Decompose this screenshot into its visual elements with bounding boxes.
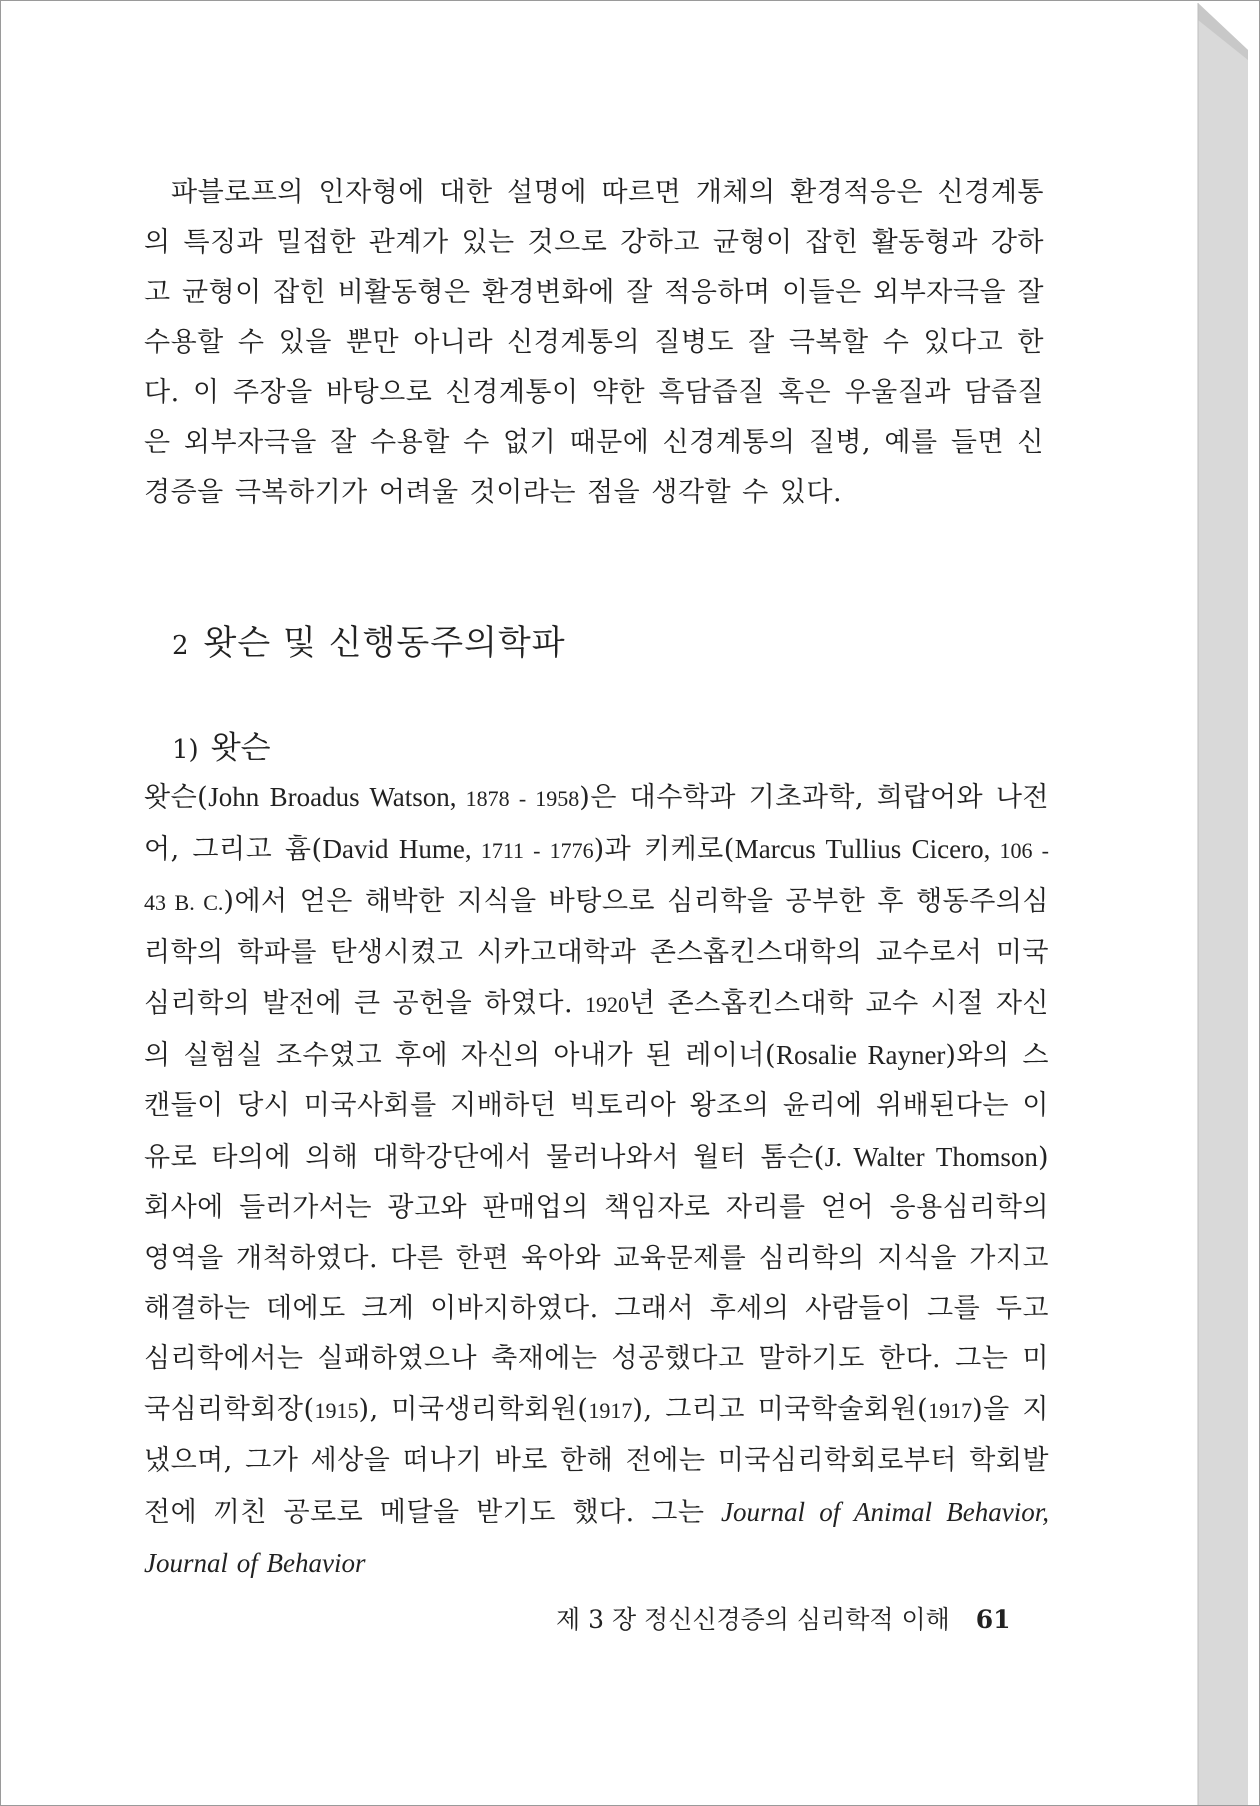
text-run: 1711 - 1776 <box>471 838 594 864</box>
running-footer-chapter: 제 3 장 정신신경증의 심리학적 이해 <box>556 1605 950 1634</box>
sub-heading-title: 왓슨 <box>210 730 271 766</box>
paragraph-watson <box>144 772 1049 1590</box>
text-run: 1917 <box>928 1397 973 1423</box>
paragraph-pavlov-text: 파블로프의 인자형에 대한 설명에 따르면 개체의 환경적응은 신경계통의 특징과 밀접한 관계가 있는 것으로 강하고 균형이 잡힌 활동형과 강하고 균형이 잡힌 비활동형은 환경변화에 잘 적응하며 이들은 외부자극을 잘 수용할 수 있을 뿐만 아니라 신경계통의 질병도 잘 극복할 수 있다고 한다. 이 주장을 바탕으로 신경계통이 약한 흑담즙질 혹은 우울질과 담즙질은 외부자극을 잘 수용할 수 없기 때문에 신경계통의 질병, 예를 들면 신경증을 극복하기가 어려울 것이라는 점을 생각할 수 있다. <box>144 177 1044 508</box>
text-run: ), 그리고 미국학술회원( <box>632 1393 929 1425</box>
paragraph-pavlov <box>144 168 1044 518</box>
page-number: 61 <box>975 1605 1011 1634</box>
text-run: 1915 <box>314 1397 359 1423</box>
text-run: )와의 스캔들이 당시 미국사회를 지배하던 빅토리아 왕조의 윤리에 위배된다는 이유로 타의에 의해 대학강단에서 물러나와서 월터 톰슨( <box>144 1040 1049 1173</box>
text-run: 1917 <box>588 1397 633 1423</box>
text-run: Rosalie Rayner <box>776 1040 946 1071</box>
text-run: J. Walter Thomson <box>824 1141 1038 1172</box>
intro-text-block <box>144 168 1044 518</box>
text-run: ) 회사에 들러가서는 광고와 판매업의 책임자로 자리를 얻어 응용심리학의 영역을 개척하였다. 다른 한편 육아와 교육문제를 심리학의 지식을 가지고 해결하는 데에도 크게 이바지하였다. 그래서 후세의 사람들이 그를 두고 심리학에서는 실패하였으나 축재에는 성공했다고 말하기도 한다. 그는 미국심리학회장( <box>144 1141 1049 1425</box>
section-title: 왓슨 및 신행동주의학파 <box>203 623 566 663</box>
section-number: 2 <box>172 631 190 661</box>
text-run: )을 지냈으며, 그가 세상을 떠나기 바로 한해 전에는 미국심리학회로부터 학회발전에 끼친 공로로 메달을 받기도 했다. 그는 <box>144 1393 1049 1528</box>
watson-text-block <box>144 772 1049 1590</box>
text-run: 년 존스홉킨스대학 교수 시절 자신의 실험실 조수였고 후에 자신의 아내가 된 레이너( <box>144 987 1049 1072</box>
text-run: David Hume, <box>322 834 472 865</box>
text-run: 왓슨( <box>144 782 209 813</box>
sub-heading <box>172 726 271 772</box>
text-run: )은 대수학과 기초과학, 희랍어와 나전어, 그리고 흄( <box>144 782 1049 866</box>
text-run: )과 키케로( <box>593 834 735 866</box>
text-run: 1878 - 1958 <box>456 786 580 811</box>
sub-heading-number: 1) <box>172 735 199 765</box>
page-footer <box>556 1602 1011 1638</box>
text-run: ), 미국생리학회원( <box>358 1393 589 1425</box>
section-heading <box>172 620 566 669</box>
text-run: Marcus Tullius Cicero, <box>734 834 991 865</box>
text-run: )에서 얻은 해박한 지식을 바탕으로 심리학을 공부한 후 행동주의심리학의 학파를 탄생시켰고 시카고대학과 존스홉킨스대학의 교수로서 미국심리학의 발전에 큰 공헌을 하였다. <box>144 885 1049 1019</box>
text-run: John Broadus Watson, <box>208 782 457 812</box>
text-run: 1920 <box>585 991 630 1017</box>
text-run: Journal of Animal Behavior, Journal of Behavior <box>144 1496 1049 1579</box>
text-run: 106 - 43 B. C. <box>144 838 1050 915</box>
